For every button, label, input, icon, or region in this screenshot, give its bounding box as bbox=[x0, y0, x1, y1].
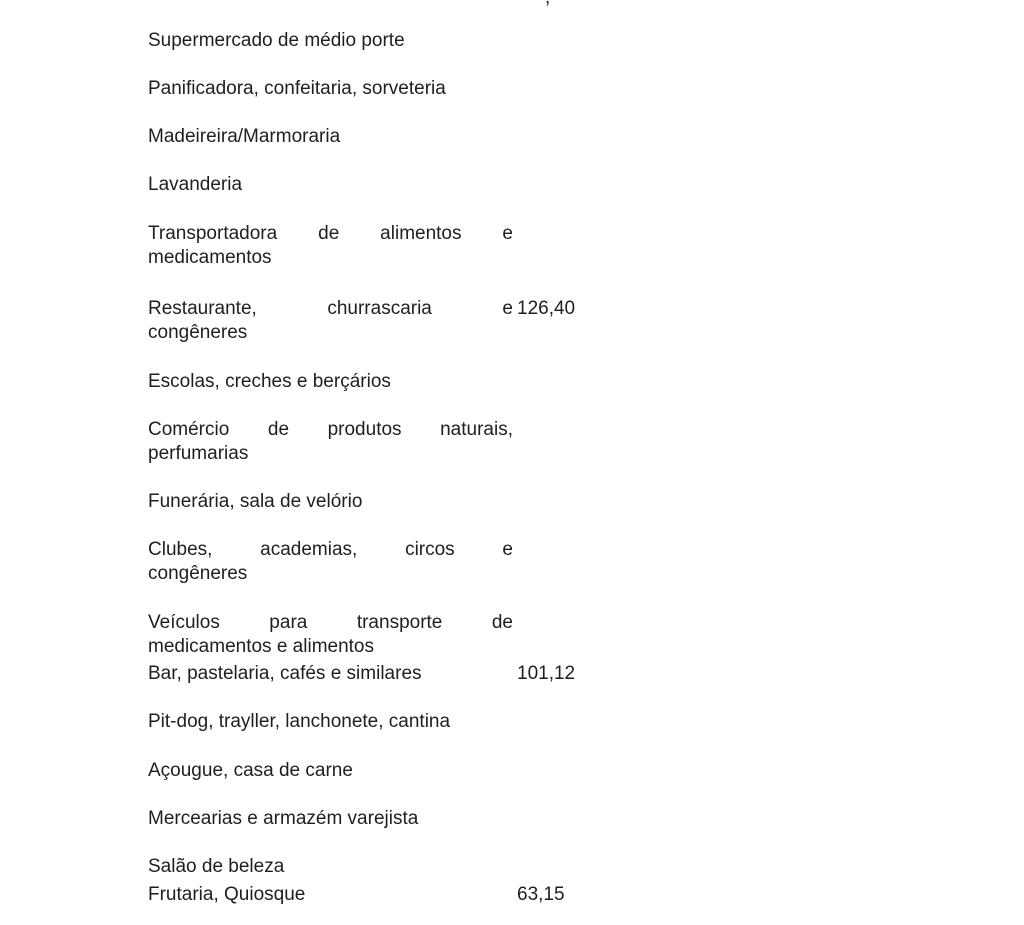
category-label: Panificadora, confeitaria, sorveteria bbox=[148, 78, 446, 99]
list-item bbox=[148, 855, 513, 879]
list-item bbox=[148, 125, 513, 149]
category-label-line1: Restaurante, churrascaria e bbox=[148, 298, 513, 319]
list-item bbox=[148, 297, 513, 345]
cut-off-text-fragment bbox=[545, 0, 550, 10]
list-item bbox=[148, 29, 513, 53]
category-label-line2: congêneres bbox=[148, 563, 248, 584]
list-item bbox=[148, 662, 513, 686]
list-item bbox=[148, 370, 513, 394]
category-label-line2: congêneres bbox=[148, 322, 248, 343]
category-label-line2: perfumarias bbox=[148, 443, 249, 464]
category-label-line1: Clubes, academias, circos e bbox=[148, 539, 513, 560]
list-item bbox=[148, 222, 513, 270]
list-item bbox=[148, 611, 513, 659]
list-item bbox=[148, 807, 513, 831]
category-label: Funerária, sala de velório bbox=[148, 491, 363, 512]
category-label: Lavanderia bbox=[148, 174, 243, 195]
list-item bbox=[148, 490, 513, 514]
list-item bbox=[148, 710, 513, 734]
category-label: Frutaria, Quiosque bbox=[148, 884, 306, 905]
category-label-line1: Veículos para transporte de bbox=[148, 612, 513, 633]
category-label: Açougue, casa de carne bbox=[148, 760, 353, 781]
category-label: Escolas, creches e berçários bbox=[148, 371, 391, 392]
price-value: 63,15 bbox=[517, 884, 565, 905]
list-item bbox=[148, 77, 513, 101]
category-label: Salão de beleza bbox=[148, 856, 285, 877]
category-label-line2: medicamentos e alimentos bbox=[148, 636, 374, 657]
list-item bbox=[148, 173, 513, 197]
list-item bbox=[148, 418, 513, 466]
category-label: Pit-dog, trayller, lanchonete, cantina bbox=[148, 711, 451, 732]
category-label-line1: Comércio de produtos naturais, bbox=[148, 419, 513, 440]
price-value: 126,40 bbox=[517, 298, 576, 319]
category-label: Supermercado de médio porte bbox=[148, 30, 405, 51]
price-value: 101,12 bbox=[517, 663, 576, 684]
category-label-line1: Transportadora de alimentos e bbox=[148, 223, 513, 244]
list-item bbox=[148, 759, 513, 783]
list-item bbox=[148, 883, 513, 907]
category-label-line2: medicamentos bbox=[148, 247, 272, 268]
list-item bbox=[148, 538, 513, 586]
category-label: Bar, pastelaria, cafés e similares bbox=[148, 663, 422, 684]
category-label: Madeireira/Marmoraria bbox=[148, 126, 341, 147]
category-label: Mercearias e armazém varejista bbox=[148, 808, 419, 829]
